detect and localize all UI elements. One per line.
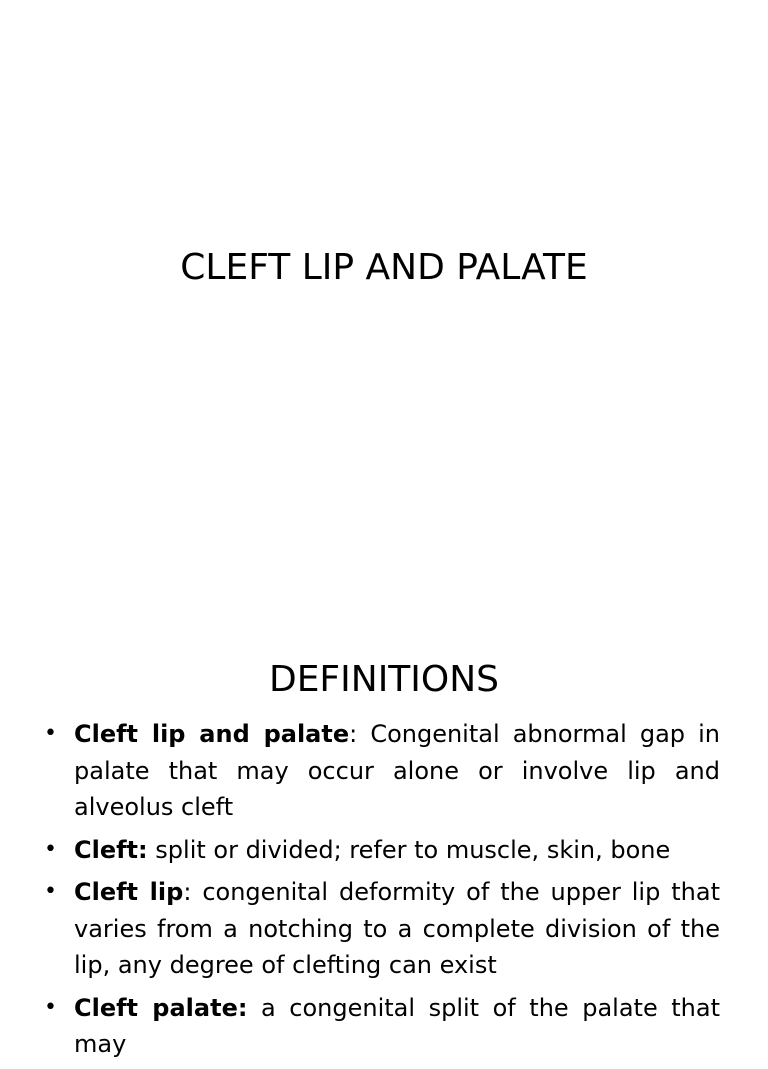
list-item	[40, 832, 720, 869]
definition-term: Cleft lip	[74, 878, 184, 906]
definition-term: Cleft palate:	[74, 993, 248, 1022]
definition-text: split or divided; refer to muscle, skin, bone	[155, 835, 671, 864]
bullet-icon: •	[44, 721, 57, 746]
definitions-slide	[0, 576, 768, 1058]
bullet-icon: •	[44, 994, 57, 1020]
list-item	[40, 990, 720, 1063]
definition-text: a congenital split of the palate that may	[74, 993, 721, 1058]
bullet-icon: •	[44, 879, 57, 904]
definitions-list	[40, 716, 720, 1069]
definition-separator	[247, 994, 261, 1022]
list-item	[40, 874, 720, 984]
definitions-title: DEFINITIONS	[268, 658, 500, 700]
definition-text: congenital deformity of the upper lip that varies from a notching to a complete division of the lip, any degree of clefting can exist	[74, 878, 720, 979]
definition-text: Congenital abnormal gap in palate that may occur alone or involve lip and alveolus cleft	[74, 720, 720, 821]
slide-title: CLEFT LIP AND PALATE	[180, 247, 588, 289]
definition-term: Cleft lip and palate	[74, 720, 350, 748]
definition-separator: :	[183, 878, 203, 906]
bullet-icon: •	[44, 836, 57, 862]
definition-separator: :	[349, 720, 371, 748]
definition-term: Cleft:	[74, 835, 148, 864]
list-item	[40, 716, 720, 826]
